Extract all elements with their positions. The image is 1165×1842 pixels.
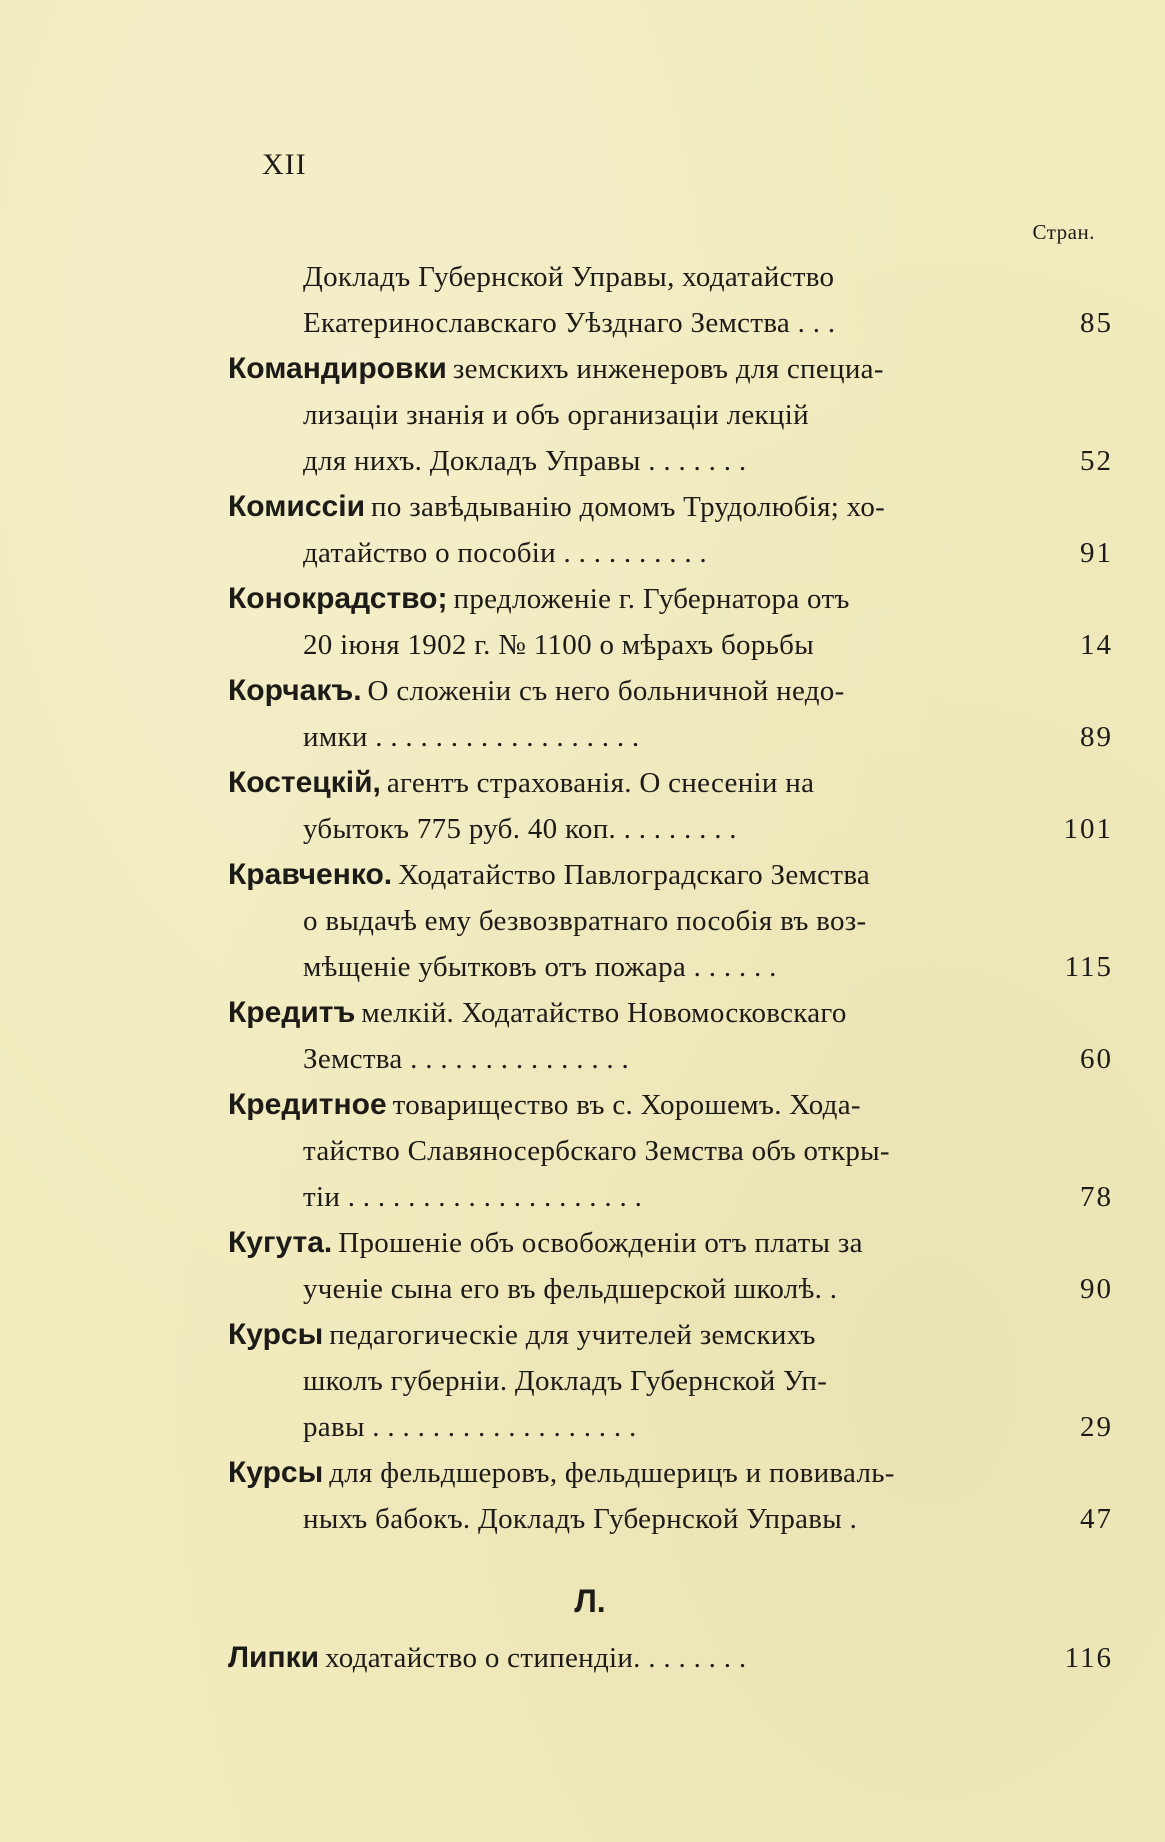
entry-text: школъ губерніи. Докладъ Губернской Уп- — [303, 1365, 828, 1397]
entry-line — [0, 438, 1165, 484]
entry-line — [0, 898, 1165, 944]
entry-text: о выдачѣ ему безвозвратнаго пособія въ воз- — [303, 905, 867, 937]
entry-heading: Комиссіи — [228, 490, 366, 523]
entry-text: Екатеринославскаго Уѣзднаго Земства . . . — [303, 307, 836, 339]
entry-page-number: 52 — [1080, 445, 1113, 477]
entry-line — [0, 1404, 1165, 1450]
entry-text: равы . . . . . . . . . . . . . . . . . . — [303, 1411, 637, 1443]
page-number: XII — [262, 148, 307, 181]
entry-line — [0, 944, 1165, 990]
entry-page-number: 29 — [1080, 1411, 1113, 1443]
entry-text: ныхъ бабокъ. Докладъ Губернской Управы . — [303, 1503, 858, 1535]
entry-line — [0, 1036, 1165, 1082]
entry-line — [0, 990, 1165, 1036]
entry-text: агентъ страхованія. О снесеніи на — [386, 767, 815, 799]
entry-line — [0, 1450, 1165, 1496]
entry-line — [0, 668, 1165, 714]
entry-line — [0, 1220, 1165, 1266]
entry-line — [0, 1082, 1165, 1128]
entry-page-number: 91 — [1080, 537, 1113, 569]
entry-line — [0, 1635, 1165, 1681]
entry-text: датайство о пособіи . . . . . . . . . . — [303, 537, 707, 569]
entry-text: тіи . . . . . . . . . . . . . . . . . . . . — [303, 1181, 643, 1213]
entry-line — [0, 760, 1165, 806]
entry-text: мелкій. Ходатайство Новомосковскаго — [361, 997, 847, 1029]
entry-line — [0, 1266, 1165, 1312]
column-header-pages: Стран. — [1032, 220, 1095, 244]
entry-text: убытокъ 775 руб. 40 коп. . . . . . . . . — [303, 813, 737, 845]
entry-page-number: 101 — [1063, 813, 1113, 845]
entry-heading: Кредитное — [228, 1088, 387, 1121]
entry-line — [0, 576, 1165, 622]
entry-text: мѣщеніе убытковъ отъ пожара . . . . . . — [303, 951, 777, 983]
entry-page-number: 14 — [1080, 629, 1113, 661]
entry-line — [0, 300, 1165, 346]
entry-text: предложеніе г. Губернатора отъ — [453, 583, 850, 615]
section-letter: Л. — [574, 1583, 606, 1619]
entry-line — [0, 1496, 1165, 1542]
entry-text: Ходатайство Павлоградскаго Земства — [398, 859, 871, 891]
entry-text: 20 іюня 1902 г. № 1100 о мѣрахъ борьбы — [303, 629, 815, 661]
entry-page-number: 60 — [1080, 1043, 1113, 1075]
entry-text: для нихъ. Докладъ Управы . . . . . . . — [303, 445, 747, 477]
entry-heading: Командировки — [228, 352, 447, 385]
entry-heading: Кравченко. — [228, 858, 393, 891]
entry-line — [0, 392, 1165, 438]
entry-heading: Кредитъ — [228, 996, 356, 1029]
entry-page-number: 90 — [1080, 1273, 1113, 1305]
entry-heading: Корчакъ. — [228, 674, 362, 707]
entry-text: педагогическіе для учителей земскихъ — [329, 1319, 816, 1351]
entry-heading: Курсы — [228, 1456, 324, 1489]
entry-heading: Липки — [228, 1641, 320, 1674]
entry-line — [0, 346, 1165, 392]
entry-line — [0, 530, 1165, 576]
entry-line — [0, 1128, 1165, 1174]
entry-text: Земства . . . . . . . . . . . . . . . — [303, 1043, 630, 1075]
entry-line — [0, 1174, 1165, 1220]
entry-text: по завѣдыванію домомъ Трудолюбія; хо- — [371, 491, 886, 523]
entry-line — [0, 806, 1165, 852]
entry-page-number: 47 — [1080, 1503, 1113, 1535]
entry-line — [0, 714, 1165, 760]
entry-line — [0, 622, 1165, 668]
entry-line — [0, 484, 1165, 530]
entry-line — [0, 852, 1165, 898]
entry-text: товарищество въ с. Хорошемъ. Хода- — [392, 1089, 861, 1121]
entry-text: лизаціи знанія и объ организаціи лекцій — [303, 399, 809, 431]
entry-line — [0, 254, 1165, 300]
entry-text: О сложеніи съ него больничной недо- — [367, 675, 845, 707]
entry-text: имки . . . . . . . . . . . . . . . . . . — [303, 721, 640, 753]
entry-page-number: 115 — [1064, 951, 1113, 983]
entry-page-number: 116 — [1064, 1642, 1113, 1674]
entry-text: для фельдшеровъ, фельдшерицъ и повиваль- — [329, 1457, 895, 1489]
entry-heading: Курсы — [228, 1318, 324, 1351]
entry-text: ученіе сына его въ фельдшерской школѣ. . — [303, 1273, 838, 1305]
entry-heading: Кугута. — [228, 1226, 333, 1259]
entry-text: Прошеніе объ освобожденіи отъ платы за — [338, 1227, 863, 1259]
entry-text: Докладъ Губернской Управы, ходатайство — [303, 261, 835, 293]
entry-text: земскихъ инженеровъ для специа- — [452, 353, 884, 385]
entry-heading: Костецкій, — [228, 766, 381, 799]
entry-text: тайство Славяносербскаго Земства объ откры- — [303, 1135, 890, 1167]
entry-line — [0, 1312, 1165, 1358]
entry-heading: Конокрадство; — [228, 582, 448, 615]
entry-page-number: 85 — [1080, 307, 1113, 339]
entry-text: ходатайство о стипендіи. . . . . . . . — [325, 1642, 747, 1674]
entry-line — [0, 1358, 1165, 1404]
entry-page-number: 89 — [1080, 721, 1113, 753]
entry-page-number: 78 — [1080, 1181, 1113, 1213]
